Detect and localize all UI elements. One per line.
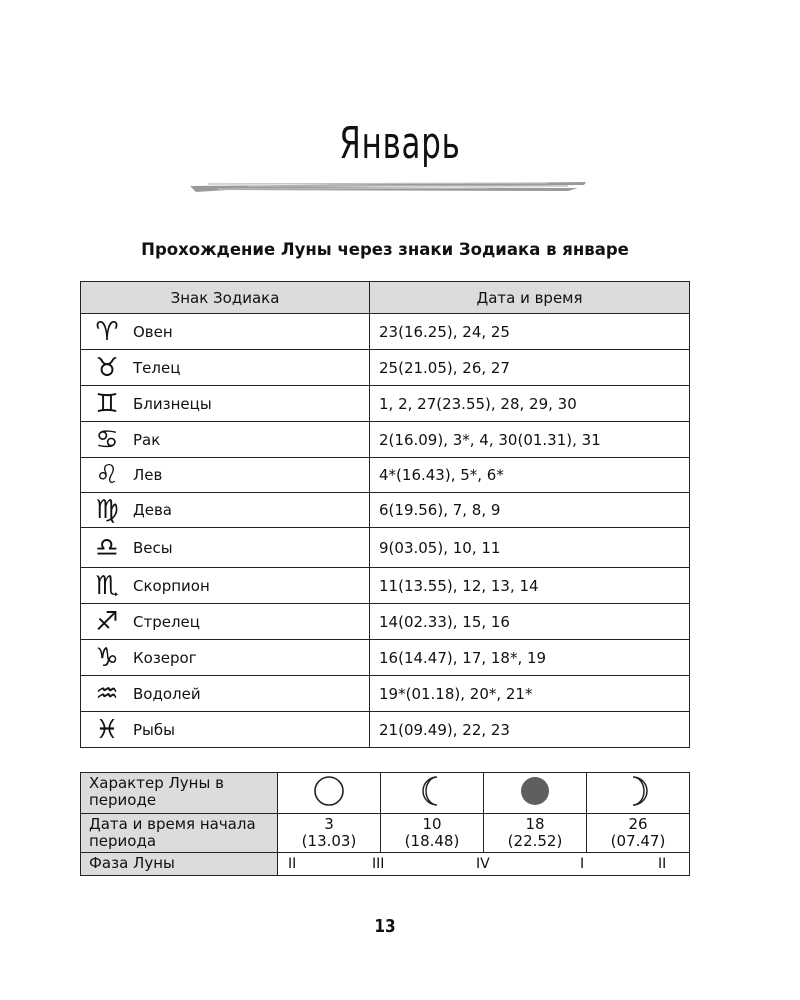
- table-row: [81, 528, 690, 568]
- zodiac-date-cell: 2(16.09), 3*, 4, 30(01.31), 31: [370, 422, 690, 458]
- phase-time: (18.48): [404, 832, 460, 850]
- zodiac-date-cell: 16(14.47), 17, 18*, 19: [370, 640, 690, 676]
- zodiac-date-cell: 4*(16.43), 5*, 6*: [370, 458, 690, 493]
- libra-icon: ♎: [95, 532, 119, 563]
- zodiac-sign-name: Телец: [133, 358, 181, 377]
- brush-stroke-divider: [188, 178, 588, 194]
- zodiac-sign-cell: [81, 568, 370, 604]
- phase-numeral: I: [580, 856, 585, 872]
- waning-crescent-icon: [621, 774, 655, 808]
- zodiac-sign-name: Овен: [133, 322, 173, 341]
- zodiac-date-cell: 25(21.05), 26, 27: [370, 350, 690, 386]
- table-row: [81, 604, 690, 640]
- zodiac-sign-name: Скорпион: [133, 576, 210, 595]
- table-row: [81, 422, 690, 458]
- phase-numeral: IV: [476, 856, 490, 872]
- zodiac-sign-name: Дева: [133, 501, 172, 519]
- moon-phase-label: Фаза Луны: [81, 853, 278, 876]
- month-title: Январь: [339, 118, 461, 169]
- phase-time: (22.52): [507, 832, 563, 850]
- period-start-label: Дата и время начала периода: [81, 814, 278, 853]
- zodiac-sign-name: Стрелец: [133, 612, 200, 631]
- zodiac-sign-cell: [81, 640, 370, 676]
- sagittarius-icon: ♐: [95, 606, 119, 637]
- phase-numeral: II: [658, 856, 667, 872]
- table-row: [81, 568, 690, 604]
- zodiac-date-cell: 9(03.05), 10, 11: [370, 528, 690, 568]
- table-subtitle: Прохождение Луны через знаки Зодиака в январе: [141, 240, 629, 259]
- zodiac-sign-cell: [81, 350, 370, 386]
- pisces-icon: ♓: [95, 714, 119, 745]
- zodiac-date-cell: 19*(01.18), 20*, 21*: [370, 676, 690, 712]
- phase-date: 3: [324, 815, 334, 833]
- phase-time: (13.03): [301, 832, 357, 850]
- zodiac-sign-name: Рыбы: [133, 720, 175, 739]
- phase-date: 10: [422, 815, 442, 833]
- zodiac-sign-cell: [81, 386, 370, 422]
- table-row: [81, 314, 690, 350]
- aries-icon: ♈: [95, 316, 119, 347]
- zodiac-sign-cell: [81, 528, 370, 568]
- table-row: [81, 350, 690, 386]
- zodiac-sign-name: Рак: [133, 430, 161, 449]
- scorpio-icon: ♏: [95, 570, 119, 601]
- zodiac-date-cell: 6(19.56), 7, 8, 9: [370, 493, 690, 528]
- full-moon-icon: [518, 774, 552, 808]
- aquarius-icon: ♒: [95, 678, 119, 709]
- zodiac-table: [80, 281, 690, 748]
- header-zodiac-sign: Знак Зодиака: [81, 282, 370, 314]
- page-number: 13: [374, 916, 396, 937]
- zodiac-sign-name: Весы: [133, 538, 173, 557]
- phase-numeral: III: [372, 856, 385, 872]
- zodiac-sign-name: Близнецы: [133, 394, 212, 413]
- capricorn-icon: ♑: [95, 642, 119, 673]
- zodiac-sign-cell: [81, 314, 370, 350]
- table-row: [81, 458, 690, 493]
- zodiac-sign-cell: [81, 712, 370, 748]
- phase-numeral: II: [288, 856, 297, 872]
- table-row: [81, 493, 690, 528]
- zodiac-date-cell: 11(13.55), 12, 13, 14: [370, 568, 690, 604]
- moon-phase-table: [80, 772, 690, 876]
- leo-icon: ♌: [95, 460, 119, 490]
- table-row: [81, 676, 690, 712]
- zodiac-sign-cell: [81, 676, 370, 712]
- zodiac-sign-cell: [81, 458, 370, 493]
- table-row: [81, 640, 690, 676]
- gemini-icon: ♊: [95, 388, 119, 419]
- moon-character-label: Характер Луны в периоде: [81, 773, 278, 814]
- phase-date: 26: [628, 815, 648, 833]
- zodiac-date-cell: 14(02.33), 15, 16: [370, 604, 690, 640]
- taurus-icon: ♉: [95, 352, 119, 383]
- phase-time: (07.47): [610, 832, 666, 850]
- phase-numerals-row: [278, 853, 689, 875]
- cancer-icon: ♋: [95, 424, 119, 455]
- header-date-time: Дата и время: [370, 282, 690, 314]
- waxing-crescent-icon: [415, 774, 449, 808]
- table-row: [81, 712, 690, 748]
- zodiac-date-cell: 23(16.25), 24, 25: [370, 314, 690, 350]
- zodiac-sign-name: Лев: [133, 466, 163, 484]
- zodiac-date-cell: 1, 2, 27(23.55), 28, 29, 30: [370, 386, 690, 422]
- zodiac-date-cell: 21(09.49), 22, 23: [370, 712, 690, 748]
- table-row: [81, 386, 690, 422]
- zodiac-sign-name: Козерог: [133, 648, 197, 667]
- zodiac-sign-cell: [81, 493, 370, 528]
- zodiac-sign-name: Водолей: [133, 684, 201, 703]
- virgo-icon: ♍: [95, 495, 119, 525]
- new-moon-icon: [312, 774, 346, 808]
- phase-date: 18: [525, 815, 545, 833]
- zodiac-sign-cell: [81, 604, 370, 640]
- zodiac-sign-cell: [81, 422, 370, 458]
